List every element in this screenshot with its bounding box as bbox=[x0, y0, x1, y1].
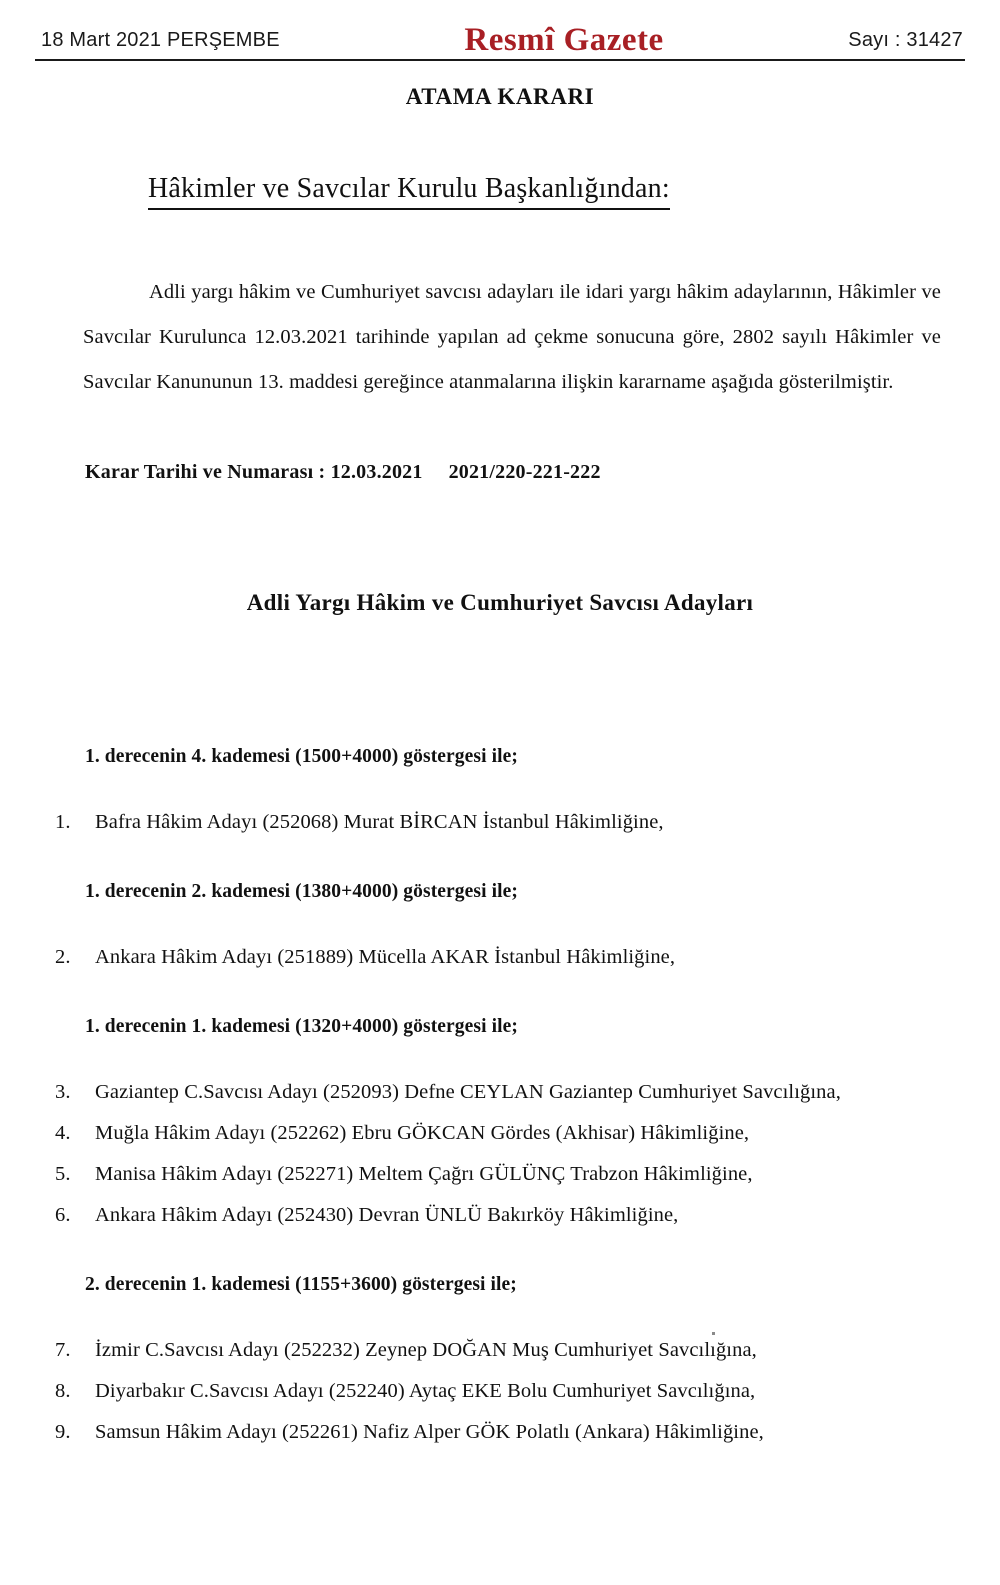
gazette-title: Resmî Gazete bbox=[464, 21, 664, 58]
appointments-listing bbox=[0, 738, 1000, 1453]
section-title: Adli Yargı Hâkim ve Cumhuriyet Savcısı Adayları bbox=[246, 590, 754, 615]
grade-heading: 1. derecenin 2. kademesi (1380+4000) göstergesi ile; bbox=[85, 881, 518, 902]
issue-number: Sayı : 31427 bbox=[848, 28, 963, 51]
appointment-number: 6. bbox=[55, 1204, 71, 1226]
appointment-entry bbox=[0, 1330, 1000, 1371]
appointment-number: 8. bbox=[55, 1380, 71, 1402]
appointment-text: Muğla Hâkim Adayı (252262) Ebru GÖKCAN Gördes (Akhisar) Hâkimliğine, bbox=[95, 1122, 750, 1144]
spacer bbox=[0, 1046, 1000, 1072]
appointment-text: Samsun Hâkim Adayı (252261) Nafiz Alper GÖK Polatlı (Ankara) Hâkimliğine, bbox=[95, 1421, 764, 1443]
appointment-number: 7. bbox=[55, 1339, 71, 1361]
appointment-entry bbox=[0, 1113, 1000, 1154]
grade-heading: 1. derecenin 1. kademesi (1320+4000) göstergesi ile; bbox=[85, 1016, 518, 1037]
appointment-text: İzmir C.Savcısı Adayı (252232) Zeynep DOĞAN Muş Cumhuriyet Savcılığına, bbox=[95, 1339, 757, 1361]
spacer bbox=[0, 978, 1000, 1008]
appointment-text: Ankara Hâkim Adayı (252430) Devran ÜNLÜ Bakırköy Hâkimliğine, bbox=[95, 1204, 679, 1226]
appointment-entry bbox=[0, 1371, 1000, 1412]
appointment-number: 2. bbox=[55, 946, 71, 968]
appointment-entry bbox=[0, 802, 1000, 843]
appointment-text: Diyarbakır C.Savcısı Adayı (252240) Aytaç EKE Bolu Cumhuriyet Savcılığına, bbox=[95, 1380, 756, 1402]
spacer bbox=[0, 843, 1000, 873]
appointment-entry bbox=[0, 1195, 1000, 1236]
spacer bbox=[0, 1304, 1000, 1330]
publication-date: 18 Mart 2021 PERŞEMBE bbox=[41, 28, 280, 51]
spacer bbox=[0, 776, 1000, 802]
scan-artifact-dot bbox=[712, 1332, 715, 1335]
spacer bbox=[0, 911, 1000, 937]
grade-heading: 2. derecenin 1. kademesi (1155+3600) göstergesi ile; bbox=[85, 1274, 517, 1295]
appointment-number: 3. bbox=[55, 1081, 71, 1103]
appointment-number: 1. bbox=[55, 811, 71, 833]
body-paragraph: Adli yargı hâkim ve Cumhuriyet savcısı adayları ile idari yargı hâkim adaylarının, Hâkimler ve Savcılar Kurulunca 12.03.2021 tarihinde yapılan ad çekme sonucuna göre, 2802 sayılı Hâkimler ve Savcılar Kanununun 13. maddesi gereğince atanmalarına ilişkin kararname aşağıda gösterilmiştir. bbox=[83, 281, 941, 393]
header-divider bbox=[35, 59, 965, 61]
decision-date-number: Karar Tarihi ve Numarası : 12.03.2021 2021/220-221-222 bbox=[85, 461, 601, 483]
appointment-entry bbox=[0, 1154, 1000, 1195]
document-title: ATAMA KARARI bbox=[405, 84, 595, 109]
appointment-text: Manisa Hâkim Adayı (252271) Meltem Çağrı GÜLÜNÇ Trabzon Hâkimliğine, bbox=[95, 1163, 753, 1185]
appointment-number: 9. bbox=[55, 1421, 71, 1443]
appointment-text: Bafra Hâkim Adayı (252068) Murat BİRCAN İstanbul Hâkimliğine, bbox=[95, 811, 664, 833]
appointment-group bbox=[0, 1072, 1000, 1236]
spacer bbox=[0, 1236, 1000, 1266]
appointment-group bbox=[0, 1330, 1000, 1453]
grade-heading: 1. derecenin 4. kademesi (1500+4000) göstergesi ile; bbox=[85, 746, 518, 767]
appointment-entry bbox=[0, 1412, 1000, 1453]
appointment-number: 5. bbox=[55, 1163, 71, 1185]
appointment-text: Gaziantep C.Savcısı Adayı (252093) Defne CEYLAN Gaziantep Cumhuriyet Savcılığına, bbox=[95, 1081, 841, 1103]
issuing-authority: Hâkimler ve Savcılar Kurulu Başkanlığından: bbox=[148, 171, 670, 210]
appointment-text: Ankara Hâkim Adayı (251889) Mücella AKAR İstanbul Hâkimliğine, bbox=[95, 946, 676, 968]
masthead bbox=[35, 20, 965, 60]
appointment-entry bbox=[0, 937, 1000, 978]
appointment-number: 4. bbox=[55, 1122, 71, 1144]
appointment-group bbox=[0, 802, 1000, 843]
appointment-entry bbox=[0, 1072, 1000, 1113]
appointment-group bbox=[0, 937, 1000, 978]
